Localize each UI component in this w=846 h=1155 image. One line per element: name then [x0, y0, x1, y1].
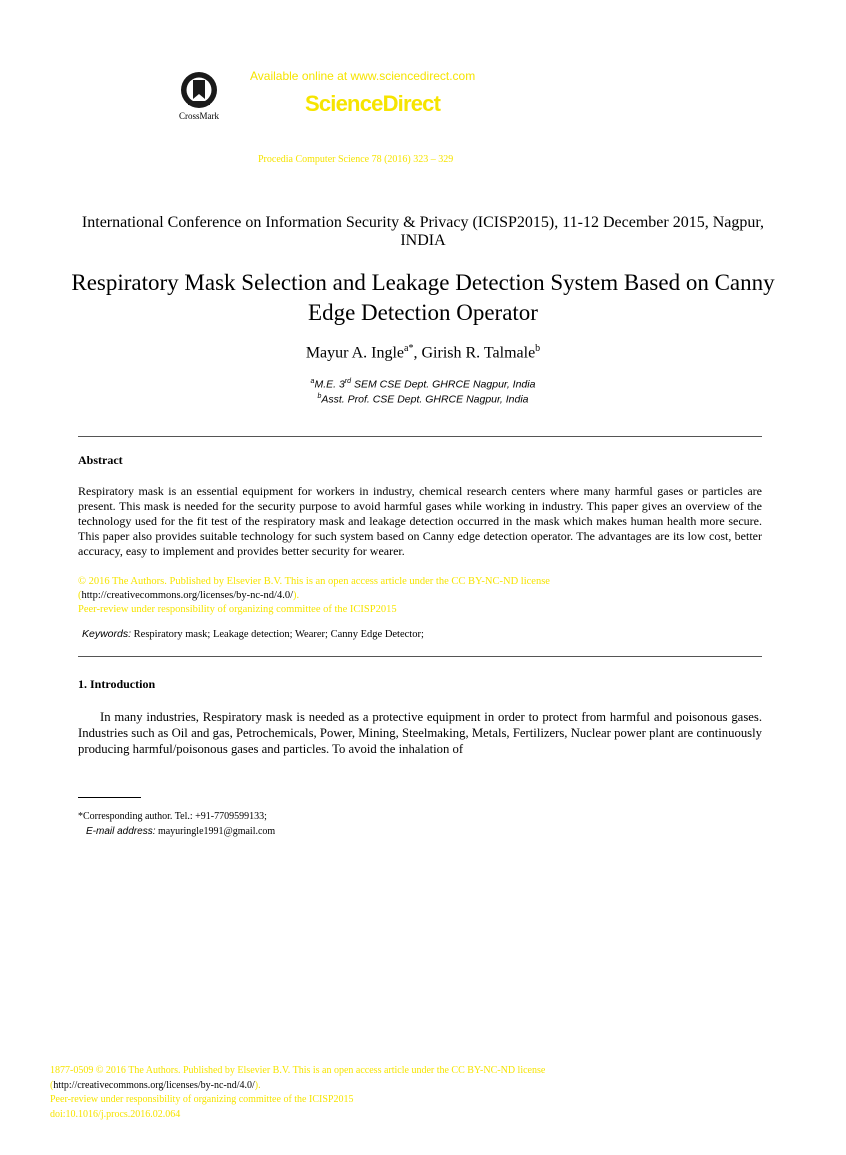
issn-line: 1877-0509 © 2016 The Authors. Published by Elsevier B.V. This is an open access article under the CC BY-NC-ND license	[50, 1065, 546, 1076]
peer-review-line: Peer-review under responsibility of organizing committee of the ICISP2015	[50, 1094, 354, 1105]
sciencedirect-logo[interactable]: ScienceDirect	[305, 91, 441, 116]
doi-line[interactable]: doi:10.1016/j.procs.2016.02.064	[50, 1108, 181, 1120]
section-body: In many industries, Respiratory mask is needed as a protective equipment in order to protect from harmful and poisonous gases. Industries such as Oil and gas, Petrochemicals, Power, Mining, Steelmaking, Metals, Fertilizers, Nuclear power plant are continuously producing harmful/poisonous gases and particles. To avoid the inhalation of	[78, 710, 762, 756]
author-separator: ,	[413, 344, 422, 362]
email-label: E-mail address:	[86, 826, 156, 837]
paper-title: Respiratory Mask Selection and Leakage Detection System Based on Canny Edge Detection Operator	[71, 270, 775, 325]
affiliation-text-rest: SEM CSE Dept. GHRCE Nagpur, India	[351, 378, 536, 391]
paren-close: ).	[293, 590, 300, 601]
abstract-body: Respiratory mask is an essential equipment for workers in industry, chemical research centers where many harmful gases or particles are present. This mask is needed for the security purpose to avoid harmful gases while working in industry. This paper gives an overview of the technology used for the fit test of the respiratory mask and leakage detection occurred in the mask which makes human health more secure. This paper also provides suitable technology for such system based on Canny edge detection operator. The advantages are its low cost, better accuracy, easy to implement and provides better security for wearer.	[78, 484, 762, 558]
footer-license	[50, 1064, 770, 1122]
conference-name: International Conference on Information Security & Privacy (ICISP2015), 11-12 December 2015, Nagpur, INDIA	[81, 214, 765, 249]
divider	[78, 656, 762, 657]
affiliation-text: M.E. 3	[314, 378, 345, 391]
available-online-link[interactable]: Available online at www.sciencedirect.com	[250, 69, 476, 83]
email-address[interactable]: mayuringle1991@gmail.com	[155, 826, 276, 837]
author-superscript: a*	[404, 343, 414, 354]
affiliation-superscript: a	[310, 378, 315, 385]
crossmark-icon	[171, 70, 227, 110]
author-list	[60, 343, 786, 362]
affiliation-b	[60, 393, 786, 406]
affiliation-text: Asst. Prof. CSE Dept. GHRCE Nagpur, India	[321, 393, 529, 406]
paren-close: ).	[254, 1079, 261, 1091]
paren-open: (	[50, 1079, 54, 1091]
divider	[78, 436, 762, 437]
footnote-rule	[78, 797, 141, 798]
crossmark-badge[interactable]	[171, 70, 227, 121]
keywords-label: Keywords:	[82, 628, 132, 640]
keywords	[82, 628, 424, 640]
affiliation-ordinal: rd	[344, 378, 352, 385]
abstract-heading: Abstract	[78, 453, 123, 467]
copyright-notice	[78, 575, 768, 617]
peer-review-line: Peer-review under responsibility of organizing committee of the ICISP2015	[78, 604, 397, 615]
license-line	[78, 589, 768, 603]
author-name: Girish R. Talmale	[421, 344, 536, 362]
section-heading: 1. Introduction	[78, 677, 156, 691]
license-link[interactable]: http://creativecommons.org/licenses/by-nc-nd/4.0/	[81, 590, 294, 601]
corresponding-author: *Corresponding author. Tel.: +91-7709599133;	[78, 811, 267, 822]
license-line	[50, 1079, 770, 1094]
affiliation-superscript: b	[317, 393, 322, 400]
author-email	[86, 826, 275, 837]
author-name: Mayur A. Ingle	[305, 344, 405, 362]
keywords-text: Respiratory mask; Leakage detection; Wearer; Canny Edge Detector;	[131, 629, 424, 640]
author-superscript: b	[535, 343, 541, 354]
journal-reference: Procedia Computer Science 78 (2016) 323 – 329	[258, 154, 454, 165]
paren-open: (	[78, 590, 82, 601]
affiliation-a	[60, 378, 786, 391]
copyright-line: © 2016 The Authors. Published by Elsevier B.V. This is an open access article under the CC BY-NC-ND license	[78, 576, 550, 587]
crossmark-label: CrossMark	[179, 111, 219, 121]
license-link[interactable]: http://creativecommons.org/licenses/by-nc-nd/4.0/	[53, 1079, 255, 1091]
